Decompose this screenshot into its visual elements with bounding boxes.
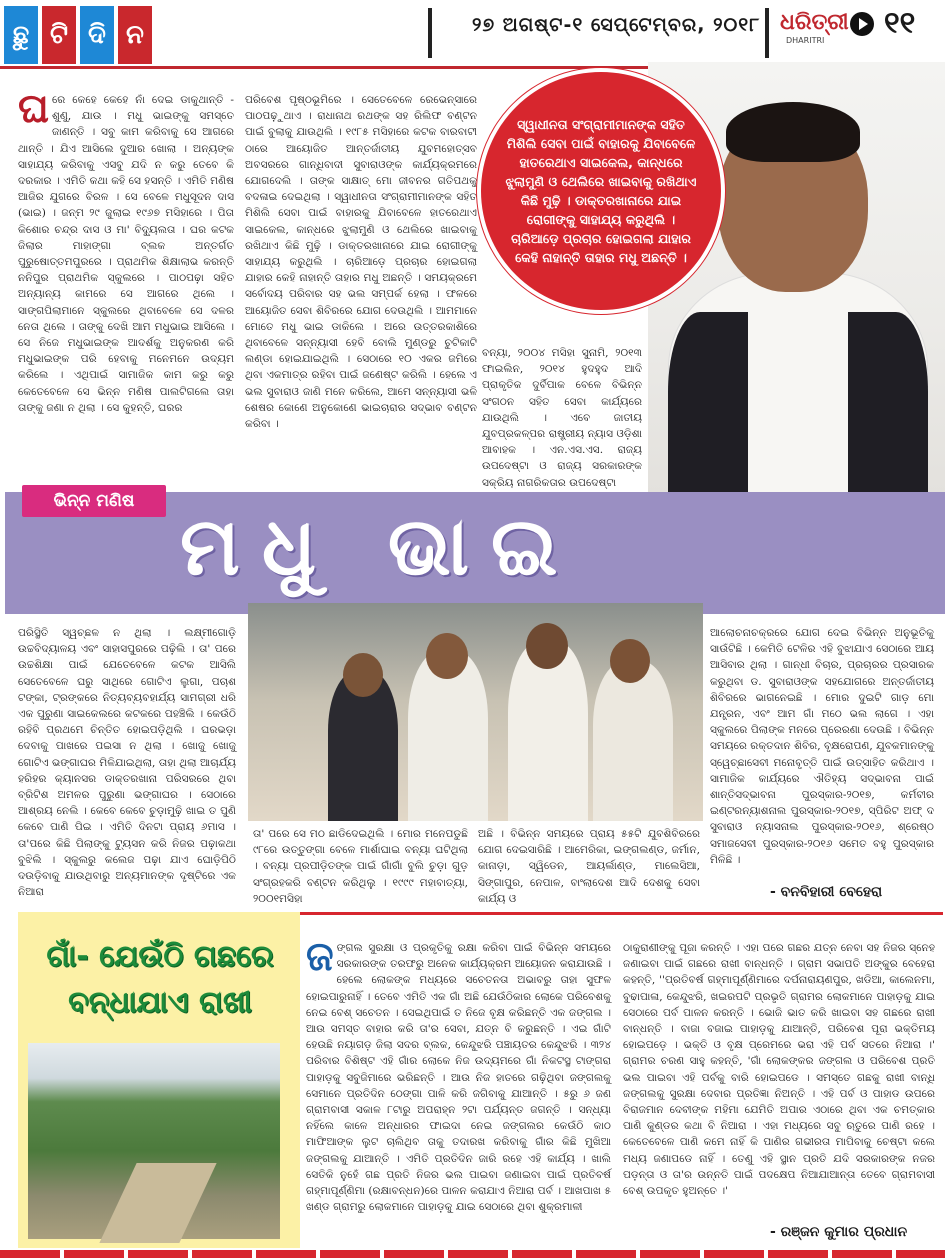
- group-photo: [248, 603, 703, 821]
- article-column-7: [710, 625, 934, 880]
- masthead-divider-right: [765, 8, 769, 58]
- article-dropcap: ଘ: [18, 86, 49, 132]
- pull-quote: [477, 68, 725, 314]
- section-letter-4: ନ: [118, 6, 152, 64]
- bottom-headline-line-2: ବନ୍ଧାଯାଏ ରାଖୀ: [68, 985, 252, 1020]
- bottom-dropcap: ଜ: [306, 934, 334, 980]
- article-column-3: [482, 345, 642, 489]
- article-column-6-text: ଅଛି । ବିଭିନ୍ନ ସମୟରେ ପ୍ରାୟ ୫୫ଟି ଯୁବଶିବିରରେ ଯୋଗ ଦେଇସାରିଛି । ଆମେରିକା, ଇଙ୍ଗଲଣ୍ଡ, ଜର୍ମାନ, କାନାଡ଼ା, ସ୍ୱିଡେନ, ଆୟର୍ଲାଣ୍ଡ, ମାଲେସିଆ, ସିଙ୍ଗାପୁର, ନେପାଳ, ବାଂଲାଦେଶ ଆଦି ଦେଶକୁ ସେବା କାର୍ଯ୍ୟ ଓ: [478, 828, 700, 905]
- bottom-column-1-text: ଙ୍ଗଲ ସୁରକ୍ଷା ଓ ପ୍ରକୃତିକୁ ରକ୍ଷା କରିବା ପାଇଁ ବିଭିନ୍ନ ସମୟରେ ସରକାରଙ୍କ ତରଫରୁ ଅନେକ କାର୍ଯ୍ୟକ୍ରମ ଆୟୋଜନ କରାଯାଉଛି । ହେଲେ ଲୋକଙ୍କ ମଧ୍ୟରେ ସଚେତନତା ଅଭାବରୁ ତାହା ସୁଫଳ ହୋଇପାରୁନାହିଁ । ତେବେ ଏମିତି ଏକ ଗାଁ ଅଛି ଯେଉଁଠିକାର ଲୋକେ ପରିବେଶକୁ ନେଇ ବେଶ୍ ସଚେତନ । ସେଇଥିପାଇଁ ତ ନିଜେ ବୃକ୍ଷ କରିଛନ୍ତି ଏକ ଜଙ୍ଗଲ । ଆଉ ସମସ୍ତ ବାହାର କରି ତା'ର ସେବା, ଯତ୍ନ ବି କରୁଛନ୍ତି । ଏଇ ଗାଁଟି ହେଉଛି ନୟାଗଡ଼ ଜିଲା ସଦର ବ୍ଲକ, କେନ୍ଦୁଝରି ପଞ୍ଚାୟତର କେନ୍ଦୁଝରି । ୩୨୪ ପରିବାର ବିଶିଷ୍ଟ ଏହି ଗାଁର ଲୋକେ ନିଜ ଉଦ୍ୟମରେ ଗାଁ ନିକଟସ୍ଥ ଟାଙ୍ଗରା ପାହାଡ଼କୁ ସବୁଜିମାରେ ଭରିଛନ୍ତି । ଆଉ ନିଜ ହାତରେ ଗଢ଼ିଥିବା ଜଙ୍ଗଲକୁ ସେମାନେ ପ୍ରତିଦିନ ଠେଙ୍ଗା ପାଳି କରି ଜଗିବାକୁ ଯାଆନ୍ତି । ୫ରୁ ୬ ଜଣ ଗ୍ରାମବାସୀ ସକାଳ ୮ଟାରୁ ଅପରାହ୍ନ ୨ଟା ପର୍ଯ୍ୟନ୍ତ ଜଗନ୍ତି । ସନ୍ଧ୍ୟା ନହିଁଲେ କାଳେ ଅନ୍ଧାରର ଫାଇଦା ନେଇ ଜଙ୍ଗଲର କେଉଁଠି କାଠ ମାଫିଆଙ୍କ ଲୁଟ ଚାଲିଥିବ ତାକୁ ତଦାରଖ କରିବାକୁ ଗାଁର କିଛି ମୁଖିଆ ଜଙ୍ଗଲକୁ ଯାଆନ୍ତି । ଏମିତି ପ୍ରତିଦିନ ଜାରି ରହେ ଏହି କାର୍ଯ୍ୟ । ଖାଲି ସେତିକି ନୁହେଁ ଗଛ ପ୍ରତି ନିଜର ଭଲ ପାଇବା ଜଣାଇବା ପାଇଁ ପ୍ରତିବର୍ଷ ଗହ୍ମାପୂର୍ଣ୍ଣିମା (ରକ୍ଷାବନ୍ଧନ)ରେ ପାଳନ କରାଯାଏ ନିଆରା ପର୍ବ । ଆଖପାଖ ୫ ଖଣ୍ଡ ଗ୍ରାମରୁ ଲୋକମାନେ ପାହାଡ଼କୁ ଯାଇ ସେଠାରେ ଥିବା ଶୁକ୍ରମାଳୀ: [306, 942, 611, 1214]
- headline: ମଧୁ ଭାଇ: [180, 500, 580, 593]
- bottom-byline: - ରଞ୍ଜନ କୁମାର ପ୍ରଧାନ: [770, 1224, 908, 1240]
- section-letter-3: ଦି: [80, 6, 114, 64]
- article-column-5: [253, 826, 468, 905]
- section-tag: ଭିନ୍ନ ମଣିଷ: [22, 485, 166, 517]
- bottom-column-2: [623, 940, 935, 1220]
- article-column-7-text: ଆଲୋଚନାଚକ୍ରରେ ଯୋଗ ଦେଇ ବିଭିନ୍ନ ଅନୁଭୂତିକୁ ସାଉଁଟିଛି । କେମିତି ଟେଳିର ଏହି ବୁଝାଯାଏ ସେଠାରେ ଆୟ ଆସିବାର ଥିଲା । ଗାନ୍ଧୀ ବିଚାର, ପ୍ରଚାରର ପ୍ରସାରକ କରୁଥିବା ଡ. ସୁବାରାଓଙ୍କ ସହଯୋଗରେ ଅନ୍ତର୍ଜାତୀୟ ଶିବିରରେ ଭାଗନେଇଛି । ମୋର ଦୁଇଟି ଗାଡ଼ ମୋ ଯନ୍ତ୍ରନ, ଏବଂ ଆମ ଗାଁ ମଠେ ଭଲ ଲାଗେ । ଏହା ସ୍କୁଲରେ ପିଲାଙ୍କ ମନରେ ପ୍ରେରଣା ଦେଉଛି । ବିଭିନ୍ନ ସମୟରେ ରକ୍ତଦାନ ଶିବିର, ବୃକ୍ଷରୋପଣ, ଯୁବକମାନଙ୍କୁ ସ୍ୱେଚ୍ଛାସେବୀ ମନୋବୃତ୍ତି ପାଇଁ ଉତ୍ସାହିତ କରିଥାଏ । ସାମାଜିକ କାର୍ଯ୍ୟରେ ଐତିହ୍ୟ ସଦ୍ଭାବନା ପାଇଁ ଶାନ୍ତିସଦ୍ଭାବନା ପୁରସ୍କାର-୨୦୧୭, କର୍ମବୀର ଇଣ୍ଟରନ୍ୟାଶନାଲ ପୁରସ୍କାର-୨୦୧୭, ସ୍ପିରିଟ ଅଫ୍ ଦ ସୁବାରାଓ ନ୍ୟାସନାଲ ପୁରସ୍କାର-୨୦୧୬, ଶ୍ରେଷ୍ଠ ସମାଜସେବୀ ପୁରସ୍କାର-୨୦୧୬ ସମେତ ବହୁ ପୁରସ୍କାର ମିଳିଛି ।: [710, 627, 934, 866]
- article-byline: - ବନବିହାରୀ ବେହେରା: [770, 884, 883, 900]
- section-letter-2: ଟି: [42, 6, 76, 64]
- page-number: ୧୧: [884, 6, 916, 41]
- play-icon: [850, 12, 874, 36]
- bottom-column-2-text: ଠାକୁରାଣୀଙ୍କୁ ପୂଜା କରନ୍ତି । ଏହା ପରେ ଗଛର ଯତ୍ନ ନେବା ସହ ନିଜର ସ୍ନେହ ଜଣାଇବା ପାଇଁ ଗଛରେ ରାଖୀ ବାନ୍ଧନ୍ତି । ଗ୍ରାମ ସଭାପତି ଅଙ୍କୁର ବେହେରା କହନ୍ତି, ''ପ୍ରତିବର୍ଷ ଗହ୍ମାପୂର୍ଣ୍ଣିମାରେ ଦର୍ପନାରାୟଣପୁର, ଖଡିଆ, କାଲେନମା, ବୁଢାପାଳା, କେନ୍ଦୁଝରି, ଖଇରପଟି ପ୍ରଭୃତି ଗ୍ରାମର ଲୋକମାନେ ପାହାଡ଼କୁ ଯାଇ ସେଠାରେ ପର୍ବ ପାଳନ କରନ୍ତି । ଭୋଜି ଭାତ କରି ଖାଇବା ସହ ଗଛରେ ରାଖୀ ବାନ୍ଧନ୍ତି । ବାଜା ବଜାଇ ପାହାଡ଼କୁ ଯାଆନ୍ତି, ପରିବେଶ ପୂରା ଭକ୍ତିମୟ ହୋଇପଡ଼େ । ଭକ୍ତି ଓ ବୃକ୍ଷ ପ୍ରେମରେ ଭରା ଏହି ପର୍ବ ସତରେ ନିଆରା ।' ଗ୍ରାମର ଚରଣ ସାହୁ କହନ୍ତି, 'ଗାଁ ଲୋକଙ୍କର ଜଙ୍ଗଲ ଓ ପରିବେଶ ପ୍ରତି ଭଲ ପାଇବା ଏହି ପର୍ବକୁ ବାରି ହୋଇପଡେ । ସମସ୍ତେ ଗଛକୁ ରାଖୀ ବାନ୍ଧି ଜଙ୍ଗଲକୁ ସୁରକ୍ଷା ଦେବାର ପ୍ରତିଜ୍ଞା ନିଅନ୍ତି । ଏହି ପର୍ବ ଓ ପାହାଡ ଉପରେ ବିରାଜମାନ ଦେବୀଙ୍କ ମହିମା ଯେମିତି ଅପାର ଏଠାରେ ଥିବା ଏକ ଚମତ୍କାର ପାଣି କୁଣ୍ଡର କଥା ବି ନିଆରା । ଏହା ମଧ୍ୟରେ ସବୁ ଋତୁରେ ପାଣି ରହେ । କେତେବେଳେ ପାଣି କମେ ନାହିଁ କି ପାଣିର ଗଭୀରତା ମାପିବାକୁ ଚେଷ୍ଟା କଲେ ମଧ୍ୟ ଜଣାପଡେ ନାହିଁ । ତେଣୁ ଏହି ସ୍ଥାନ ପ୍ରତି ଯଦି ସରକାରଙ୍କ ନଜର ପଡ଼ନ୍ତା ଓ ତା'ର ଉନ୍ନତି ପାଇଁ ପଦକ୍ଷେପ ନିଆଯାଆନ୍ତା ତେବେ ଗ୍ରାମବାସୀ ବେଶ୍ ଉପକୃତ ହୁଅନ୍ତେ ।': [623, 942, 935, 1198]
- masthead-divider-left: [428, 8, 432, 58]
- pull-quote-text: ସ୍ୱାଧୀନତା ସଂଗ୍ରାମୀମାନଙ୍କ ସହିତ ମିଶିଲି ସେବା ପାଇଁ ବାହାରକୁ ଯିବାବେଳେ ହାତରେଥାଏ ସାଇକେଲ, କାନ୍ଧରେ ଝୁଲାମୁଣି ଓ ଥେଲିରେ ଖାଇବାକୁ ରଖିଥାଏ କିଛି ମୁଢ଼ି । ଡାକ୍ତରଖାନାରେ ଯାଇ ରୋଗୀଙ୍କୁ ସାହାଯ୍ୟ କରୁଥିଲି । ଚାରିଆଡ଼େ ପ୍ରଚାର ହୋଇଗଲା ଯାହାର କେହି ନାହାନ୍ତି ତାହାର ମଧୁ ଅଛନ୍ତି ।: [505, 117, 697, 265]
- article-column-4: [18, 625, 236, 903]
- section-letter-1: ଛୁ: [4, 6, 38, 64]
- brand-logo: ଧରିତ୍ରୀ: [780, 10, 849, 35]
- article-column-2: [245, 92, 477, 472]
- article-column-5-text: ତା' ପରେ ସେ ମଠ ଛାଡିଦେଇଥିଲି । ମୋର ମନେପଡୁଛି ୯୮ରେ ଉତ୍ତୁଙ୍ଗା ବେଳେ ମାର୍ଶାଘାଇ ବନ୍ୟା ଘଟିଥିଲା । ବନ୍ୟା ପ୍ରପୀଡ଼ିତଙ୍କ ପାଇଁ ଗାଁଗାଁ ବୁଲି ଚୁଡ଼ା ଗୁଡ଼ ସଂଗ୍ରହକରି ବଣ୍ଟନ କରିଥିଲୁ । ୧୯୯୯ ମହାବାତ୍ୟା, ୨୦୦୧ମସିହା: [253, 828, 468, 905]
- article-column-3-text: ବନ୍ୟା, ୨୦୦୪ ମସିହା ସୁନାମି, ୨୦୧୩ ଫାଇଲିନ, ୨୦୧୪ ହୁଦହୁଦ ଆଦି ପ୍ରାକୃତିକ ଦୁର୍ବିପାକ ବେଳେ ବିଭିନ୍ନ ସଂଗଠନ ସହିତ ସେବା କାର୍ଯ୍ୟରେ ଯାଉଥିଲି । ଏବେ ଜାତୀୟ ଯୁବପ୍ରକଳ୍ପର ରାଷ୍ଟ୍ରୀୟ ନ୍ୟାସ ଓଡ଼ିଶା ଆବାହକ । ଏନ.ଏସ.ଏସ. ରାଜ୍ୟ ଉପଦେଷ୍ଟା ଓ ରାଜ୍ୟ ସରକାରଙ୍କ ସକ୍ରିୟ ନାଗରିକତାର ଉପଦେଷ୍ଟା: [482, 347, 642, 489]
- bottom-headline: [28, 934, 292, 1026]
- article-column-6: [478, 826, 700, 905]
- article-column-4-text: ପରିସ୍ଥିତି ସ୍ୱଚ୍ଛଳ ନ ଥିଲା । ଲକ୍ଷ୍ମୀଗୋଡ଼ି ଉଚ୍ଚବିଦ୍ୟାଳୟ ଏବଂ ସାହାସପୁରରେ ପଢ଼ିଲି । ତା' ପରେ ଉଚ୍ଚଶିକ୍ଷା ପାଇଁ ଯେତେବେଳେ କଟକ ଆସିଲି ସେତେବେଳେ ଘରୁ ସାଥିରେ ଗୋଟିଏ ଲୁଗା, ପଚାଶ ଟଙ୍କା, ଟ୍ରଙ୍କରେ ନିତ୍ୟବ୍ୟବହାର୍ଯ୍ୟ ସାମଗ୍ରୀ ଧରି ଏକ ପୁରୁଣା ସାଇକେଲରେ କଟକରେ ପହଞ୍ଚିଲି । କେଉଁଠି ରହିବି ପ୍ରଥମେ ଚିନ୍ତିତ ହୋଇପଡ଼ିଥିଲି । ଘରଭଡ଼ା ଦେବାକୁ ପାଖରେ ପଇସା ନ ଥିଲା । ଖୋଜୁ ଖୋଜୁ ଗୋଟିଏ ଭଙ୍ଗାଘର ମିଳିଯାଇଥିଲା, ତାହା ଥିଲା ଆଚାର୍ଯ୍ୟ ହରିହର କ୍ୟାନସର ଡାକ୍ତରଖାନା ପରିସରରେ ଥିବା ବ୍ରିଟିଶ ଅମଳର ପୁରୁଣା ଭଙ୍ଗାଘର । ସେଠାରେ ଆଶ୍ରୟ ନେଲି । କେବେ କେବେ ଚୁଡ଼ାମୁଢ଼ି ଖାଇ ତ ପୁଣି କେବେ ପାଣି ପିଇ । ଏମିତି ଦିନଟା ପ୍ରାୟ ୬ମାସ । ତା'ପରେ କିଛି ପିଲାଙ୍କୁ ଟ୍ୟୁସନ କରି ନିଜର ପଢ଼ାକଥା ବୁଝିଲି । ସ୍କୁଲରୁ କଲେଜ ପଢ଼ା ଯାଏ ଘୋଡ଼ିପିଠି ଦଉଡ଼ିବାକୁ ଯାଉଥିବାରୁ ଅନ୍ୟମାନଙ୍କ ଦୃଷ୍ଟିରେ ଏକ ନିଆରା: [18, 627, 236, 899]
- brand-logo-sub: DHARITRI: [786, 36, 825, 45]
- article-column-2-text: ପରିବେଶ ପୃଷ୍ଠଭୂମିରେ । ସେତେବେଳେ ରେଭେନ୍ସାରେ ପାଠପଢ଼ୁଥାଏ । ରାଧାନାଥ ରଥଙ୍କ ସହ ରିଲିଫ ବଣ୍ଟନ ପାଇଁ ବୁଲାକୁ ଯାଉଥିଲି । ୧୯୮୫ ମସିହାରେ କଟକ ବାରବାଟୀ ଠାରେ ଆୟୋଜିତ ଆନ୍ତର୍ଜାତୀୟ ଯୁବମହୋତ୍ସବ ଅବସରରେ ଗାନ୍ଧିବାଦୀ ସୁବାରାଓଙ୍କ କାର୍ଯ୍ୟକ୍ରମରେ ଯୋଗଦେଲି । ତାଙ୍କ ସାକ୍ଷାତ୍ ମୋ ଜୀବନର ଗତିପଥକୁ ବଦଳାଇ ଦେଇଥିଲା । ସ୍ୱାଧୀନତା ସଂଗ୍ରାମୀମାନଙ୍କ ସହିତ ମିଶିଲି ସେବା ପାଇଁ ବାହାରକୁ ଯିବାବେଳେ ହାତରେଥାଏ ସାଇକେଲ, କାନ୍ଧରେ ଝୁଲାମୁଣି ଓ ଥେଲିରେ ଖାଇବାକୁ ରଖିଥାଏ କିଛି ମୁଢ଼ି । ଡାକ୍ତରଖାନାରେ ଯାଇ ରୋଗୀଙ୍କୁ ସାହାଯ୍ୟ କରୁଥିଲି । ଚାରିଆଡ଼େ ପ୍ରଚାର ହୋଇଗଲା ଯାହାର କେହି ନାହାନ୍ତି ତାହାର ମଧୁ ଅଛନ୍ତି । ସମୟକ୍ରମେ ସର୍ବୋଦୟ ପରିବାର ସହ ଭଲ ସମ୍ପର୍କ ହେଲା । ଫଳରେ ଆୟୋଜିତ ସେବା ଶିବିରରେ ଯୋଗ ଦେଉଥିଲି । ଆମମାନେ ମୋତେ ମଧୁ ଭାଇ ଡାକିଲେ । ଅରେ ଉତ୍ତରକାଶିରେ ଥିବାବେଳେ ସନ୍ନ୍ୟାସୀ ହେବି ବୋଲି ମୁଣ୍ଡରୁ ଚୁଟିକାଟି ଲଣ୍ଡା ହୋଇଯାଇଥିଲି । ସେଠାରେ ୧୦ ଏକର ଜମିରେ ଥିବା ଏକମାତ୍ର ରହିବା ପାଇଁ ଜଣେଷ୍ଟ କରିଲି । ହେଲେ ଏ ଭଲ ସୁବାରାଓ ଜାଣି ମନେ କରିଲେ, ଆମେ ସନ୍ନ୍ୟାସୀ ଭଳି ଶେଷର କୋଣେ ଅନୁକୋଣେ ଭାଇଚାରାର ସଦ୍ଭାବ ବଣ୍ଟନ କରିବା ।: [245, 94, 477, 431]
- article-column-1: [18, 86, 234, 472]
- bottom-column-1: [306, 934, 611, 1246]
- page-footer-bar: [0, 1250, 945, 1258]
- bottom-headline-line-1: ଗାଁ- ଯେଉଁଠି ଗଛରେ: [46, 939, 274, 974]
- issue-date: ୨୭ ଅଗଷ୍ଟ-୧ ସେପ୍ଟେମ୍ବର, ୨୦୧୮: [472, 14, 761, 36]
- hill-forest-photo: [28, 1043, 280, 1239]
- article-column-1-text: ରେ କେହେ କେହେ ନାଁ ଦେଇ ଡାକୁଥାନ୍ତି - ଶୁଣୁ, ଯାଉ । ମଧୁ ଭାଇଙ୍କୁ ସମସ୍ତେ ଜାଣନ୍ତି । ସବୁ କାମ କରିବାକୁ ସେ ଆଗରେ ଥାନ୍ତି । ଯିଏ ଆସିଲେ ଦୁଆର ଖୋଲା । ଅନ୍ୟଙ୍କ ସାହାଯ୍ୟ କରିବାକୁ ଏସବୁ ଯଦି ନ କରୁ ତେବେ କି ଦରକାର । ଏମିତି କଥା କହି ସେ ହସନ୍ତି । ଏମିତି ମଣିଷ ଆଜିର ଯୁଗରେ ବିରଳ । ସେ ବେଳେ ମଧୁସୂଦନ ଦାସ (ଭାଇ) । ଜନ୍ମ ୨୯ ଜୁଲାଇ ୧୯୬୭ ମସିହାରେ । ପିତା କିଶୋର ଚନ୍ଦ୍ର ଦାସ ଓ ମା' ବିଦ୍ୟୁଲତା । ଘର କଟକ ଜିଲାର ମାହାଙ୍ଗା ବ୍ଲକ ଅନ୍ତର୍ଗତ ପୁରୁଷୋତ୍ତମପୁରରେ । ପ୍ରାଥମିକ ଶିକ୍ଷାଲାଭ କରନ୍ତି ନନିପୁର ପ୍ରାଥମିକ ସ୍କୁଲରେ । ପାଠପଢ଼ା ସହିତ ଅନ୍ୟାନ୍ୟ କାମରେ ସେ ଆଗରେ ଥିଲେ । ସାଙ୍ଗପିଲାମାନେ ସ୍କୁଲରେ ଥିବାବେଳେ ସେ ଦଳର ନେତା ଥିଲେ । ତାଙ୍କୁ ଦେଖି ଆମ ମଧୁଭାଇ ଆସିଲେ । ସେ ନିଜେ ମଧୁଭାଇଙ୍କ ଆଦର୍ଶକୁ ଅନୁକରଣ କରି ମଧୁଭାଇଙ୍କ ପରି ହେବାକୁ ମନେମନେ ଉଦ୍ୟମ କରିଲେ । ଏଥିପାଇଁ ସାମାଜିକ କାମ କରୁ କରୁ କେତେବେଳେ ସେ ଭିନ୍ନ ମଣିଷ ପାଲଟିଗଲେ ତାହା ତାଙ୍କୁ ଜଣା ନ ଥିଲା । ସେ କୁହନ୍ତି, ଘରର: [18, 94, 234, 414]
